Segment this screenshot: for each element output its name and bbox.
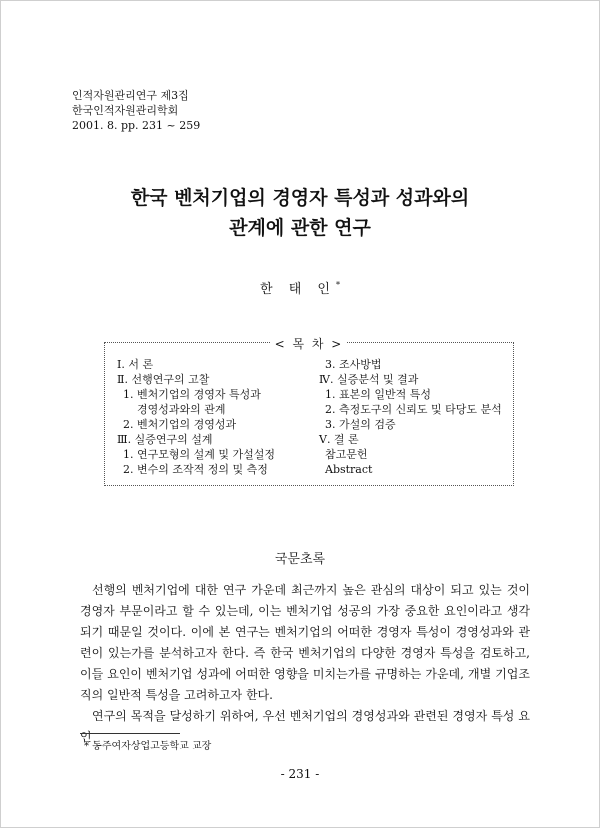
table-of-contents — [104, 337, 514, 486]
toc-item: 1. 연구모형의 설계 및 가설설정 — [123, 448, 275, 461]
toc-right-column — [319, 357, 502, 477]
toc-left-column — [117, 357, 275, 477]
toc-item: Ⅳ. 실증분석 및 결과 — [319, 373, 419, 386]
toc-item: 1. 표본의 일반적 특성 — [325, 388, 431, 401]
toc-item: 3. 가설의 검증 — [325, 418, 396, 431]
title-line-1: 한국 벤처기업의 경영자 특성과 성과와의 — [130, 187, 470, 209]
journal-name: 인적자원관리연구 제3집 — [72, 89, 189, 102]
toc-item: 3. 조사방법 — [325, 358, 382, 371]
abstract-paragraph-2: 연구의 목적을 달성하기 위하여, 우선 벤처기업의 경영성과와 관련된 경영자 특성 요인 — [80, 709, 530, 744]
toc-item: 2. 측정도구의 신뢰도 및 타당도 분석 — [325, 403, 502, 416]
abstract-heading: 국문초록 — [274, 552, 326, 567]
toc-item: 2. 변수의 조작적 정의 및 측정 — [123, 463, 268, 476]
author-footnote-mark: * — [335, 280, 340, 290]
toc-item: 참고문헌 — [325, 448, 368, 461]
issue-pages: 2001. 8. pp. 231 ~ 259 — [72, 119, 201, 132]
abstract-body — [80, 580, 530, 748]
toc-item: 1. 벤처기업의 경영자 특성과 — [123, 388, 261, 401]
paper-title — [0, 183, 600, 243]
toc-heading: < 목 차 > — [271, 337, 348, 351]
author-name: 한 태 인 — [260, 282, 336, 297]
toc-item: Ⅱ. 선행연구의 고찰 — [117, 373, 210, 386]
page-number: - 231 - — [280, 767, 320, 781]
abstract-paragraph-1: 선행의 벤처기업에 대한 연구 가운데 최근까지 높은 관심의 대상이 되고 있는 것이 경영자 부문이라고 할 수 있는데, 이는 벤처기업 성공의 가장 중요한 요인이라고 생각되기 때문일 것이다. 이에 본 연구는 벤처기업의 어떠한 경영자 특성이 경영성과와 관련이 있는가를 분석하고자 한다. 즉 한국 벤처기업의 다양한 경영자 특성을 검토하고, 이들 요인이 벤처기업 성과에 어떠한 영향을 미치는가를 규명하는 가운데, 개별 기업조직의 일반적 특성을 고려하고자 한다. — [80, 583, 530, 702]
toc-item: 2. 벤처기업의 경영성과 — [123, 418, 237, 431]
toc-item: Ⅰ. 서 론 — [117, 358, 154, 371]
footnote: * 동주여자상업고등학교 교장 — [84, 741, 212, 752]
toc-item: Ⅴ. 결 론 — [319, 433, 359, 446]
toc-item: Abstract — [325, 463, 373, 476]
footnote-rule — [80, 733, 180, 734]
society-name: 한국인적자원관리학회 — [72, 104, 179, 117]
author — [0, 278, 600, 297]
toc-item: Ⅲ. 실증연구의 설계 — [117, 433, 213, 446]
toc-item: 경영성과와의 관계 — [137, 403, 226, 416]
journal-info — [72, 88, 200, 133]
title-line-2: 관계에 관한 연구 — [229, 217, 371, 239]
